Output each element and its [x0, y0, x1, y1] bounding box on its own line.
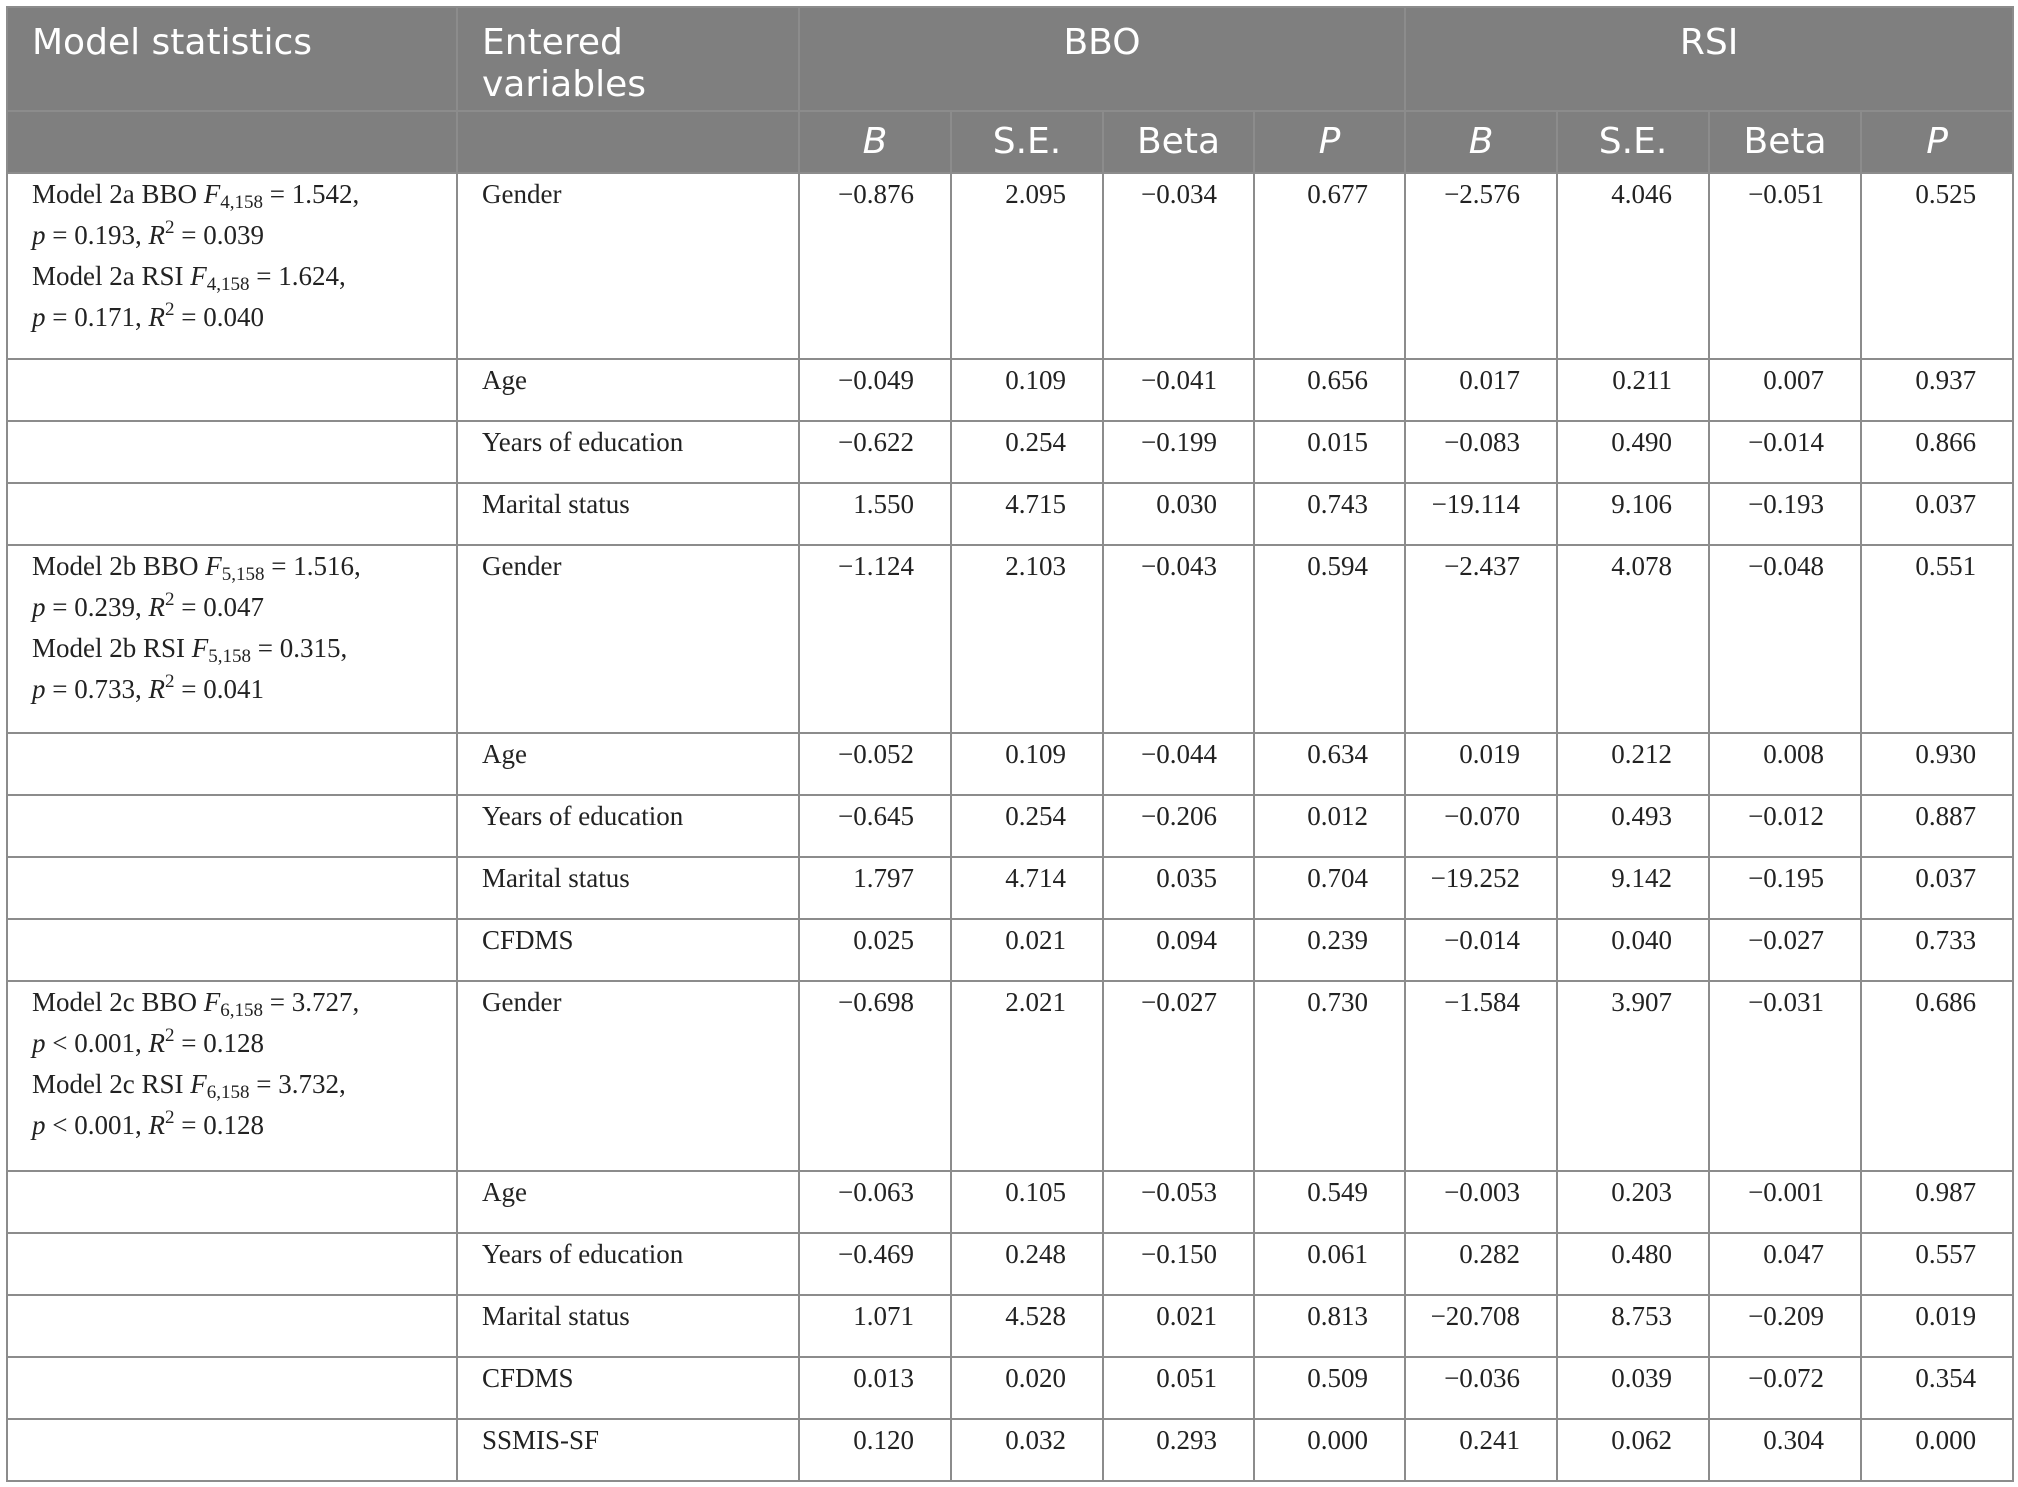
value-cell-bbo-p: 0.549: [1254, 1171, 1405, 1233]
table-row: [7, 1233, 2013, 1295]
stat-rtext: = 0.128: [174, 1028, 264, 1058]
empty-model-cell: [7, 795, 457, 857]
model-stat-line: [32, 628, 444, 669]
value-cell-bbo-p: 0.594: [1254, 545, 1405, 733]
value-cell-rsi-beta: 0.007: [1709, 359, 1861, 421]
value-cell-rsi-p: 0.887: [1861, 795, 2013, 857]
value-cell-bbo-se: 0.109: [951, 359, 1103, 421]
value-cell-rsi-beta: 0.304: [1709, 1419, 1861, 1481]
value-cell-rsi-p: 0.987: [1861, 1171, 2013, 1233]
stat-post: = 1.542,: [263, 179, 360, 209]
stat-df: 6,158: [220, 1000, 263, 1021]
stat-post: = 0.315,: [251, 633, 348, 663]
stat-post: = 3.727,: [263, 987, 360, 1017]
header-rsi-b: B: [1405, 111, 1557, 173]
stat-R: R: [148, 302, 165, 332]
value-cell-bbo-se: 0.021: [951, 919, 1103, 981]
value-cell-rsi-p: 0.037: [1861, 857, 2013, 919]
regression-table: [6, 6, 2014, 1482]
stat-rtext: = 0.039: [174, 220, 264, 250]
value-cell-rsi-p: 0.733: [1861, 919, 2013, 981]
table-row: [7, 795, 2013, 857]
stat-R: R: [148, 674, 165, 704]
stat-sup: 2: [164, 1107, 175, 1128]
empty-model-cell: [7, 919, 457, 981]
value-cell-bbo-se: 2.095: [951, 173, 1103, 359]
value-cell-rsi-b: −1.584: [1405, 981, 1557, 1171]
variable-cell: Marital status: [457, 1295, 799, 1357]
value-cell-rsi-b: −19.252: [1405, 857, 1557, 919]
empty-model-cell: [7, 1171, 457, 1233]
stat-df: 4,158: [206, 274, 250, 295]
value-cell-rsi-p: 0.937: [1861, 359, 2013, 421]
value-cell-rsi-b: 0.019: [1405, 733, 1557, 795]
value-cell-bbo-beta: 0.293: [1103, 1419, 1254, 1481]
table-row: [7, 981, 2013, 1171]
model-stat-line: [32, 1023, 444, 1064]
value-cell-bbo-beta: −0.206: [1103, 795, 1254, 857]
empty-model-cell: [7, 733, 457, 795]
stat-pre: Model 2c BBO: [32, 987, 204, 1017]
header-rsi-p: P: [1861, 111, 2013, 173]
variable-cell: CFDMS: [457, 919, 799, 981]
table-row: [7, 421, 2013, 483]
value-cell-bbo-b: 1.071: [799, 1295, 951, 1357]
value-cell-rsi-b: −0.003: [1405, 1171, 1557, 1233]
value-cell-bbo-beta: 0.035: [1103, 857, 1254, 919]
value-cell-bbo-b: −0.052: [799, 733, 951, 795]
model-stat-line: [32, 174, 444, 215]
stat-pre: Model 2a RSI: [32, 261, 191, 291]
header-group-rsi: RSI: [1405, 7, 2013, 111]
value-cell-bbo-p: 0.730: [1254, 981, 1405, 1171]
value-cell-bbo-b: 1.797: [799, 857, 951, 919]
header-group-bbo: BBO: [799, 7, 1405, 111]
variable-cell: Marital status: [457, 857, 799, 919]
table-row: [7, 173, 2013, 359]
model-stat-line: [32, 546, 444, 587]
table-header: [7, 7, 2013, 173]
value-cell-rsi-b: −2.576: [1405, 173, 1557, 359]
value-cell-bbo-b: −0.622: [799, 421, 951, 483]
value-cell-rsi-se: 0.490: [1557, 421, 1709, 483]
value-cell-bbo-p: 0.677: [1254, 173, 1405, 359]
value-cell-bbo-beta: 0.051: [1103, 1357, 1254, 1419]
stat-ptext: < 0.001,: [45, 1110, 149, 1140]
stat-rtext: = 0.047: [174, 592, 264, 622]
variable-cell: Gender: [457, 545, 799, 733]
value-cell-bbo-beta: −0.044: [1103, 733, 1254, 795]
value-cell-rsi-b: 0.017: [1405, 359, 1557, 421]
empty-model-cell: [7, 857, 457, 919]
stat-pre: Model 2a BBO: [32, 179, 204, 209]
value-cell-bbo-se: 4.715: [951, 483, 1103, 545]
value-cell-bbo-b: 0.120: [799, 1419, 951, 1481]
stat-R: R: [148, 1110, 165, 1140]
stat-R: R: [148, 1028, 165, 1058]
value-cell-rsi-se: 0.203: [1557, 1171, 1709, 1233]
value-cell-rsi-beta: 0.008: [1709, 733, 1861, 795]
value-cell-bbo-se: 0.254: [951, 795, 1103, 857]
value-cell-rsi-se: 0.211: [1557, 359, 1709, 421]
value-cell-rsi-se: 0.480: [1557, 1233, 1709, 1295]
stat-sup: 2: [164, 671, 175, 692]
variable-cell: Marital status: [457, 483, 799, 545]
stat-post: = 1.624,: [249, 261, 346, 291]
value-cell-bbo-beta: −0.150: [1103, 1233, 1254, 1295]
value-cell-bbo-beta: 0.094: [1103, 919, 1254, 981]
header-entered-variables: Entered variables: [457, 7, 799, 111]
empty-model-cell: [7, 421, 457, 483]
value-cell-bbo-p: 0.239: [1254, 919, 1405, 981]
value-cell-bbo-beta: −0.199: [1103, 421, 1254, 483]
value-cell-rsi-se: 3.907: [1557, 981, 1709, 1171]
stat-R: R: [148, 220, 165, 250]
stat-post: = 1.516,: [264, 551, 361, 581]
stat-post: = 3.732,: [249, 1069, 346, 1099]
stat-p: p: [32, 592, 46, 622]
value-cell-rsi-beta: −0.072: [1709, 1357, 1861, 1419]
header-bbo-beta: Beta: [1103, 111, 1254, 173]
value-cell-bbo-b: −0.063: [799, 1171, 951, 1233]
value-cell-bbo-beta: 0.021: [1103, 1295, 1254, 1357]
value-cell-bbo-se: 2.021: [951, 981, 1103, 1171]
value-cell-rsi-beta: −0.051: [1709, 173, 1861, 359]
value-cell-bbo-p: 0.000: [1254, 1419, 1405, 1481]
variable-cell: Years of education: [457, 795, 799, 857]
value-cell-rsi-p: 0.354: [1861, 1357, 2013, 1419]
value-cell-rsi-beta: −0.195: [1709, 857, 1861, 919]
variable-cell: Gender: [457, 981, 799, 1171]
variable-cell: Gender: [457, 173, 799, 359]
stat-df: 5,158: [221, 564, 265, 585]
table-row: [7, 483, 2013, 545]
value-cell-rsi-beta: −0.012: [1709, 795, 1861, 857]
value-cell-rsi-se: 0.212: [1557, 733, 1709, 795]
table-row: [7, 1171, 2013, 1233]
model-stat-line: [32, 215, 444, 256]
stat-R: R: [148, 592, 165, 622]
empty-model-cell: [7, 483, 457, 545]
value-cell-bbo-b: −0.049: [799, 359, 951, 421]
empty-model-cell: [7, 359, 457, 421]
value-cell-rsi-se: 9.142: [1557, 857, 1709, 919]
value-cell-rsi-b: −20.708: [1405, 1295, 1557, 1357]
value-cell-rsi-beta: −0.031: [1709, 981, 1861, 1171]
value-cell-bbo-b: 1.550: [799, 483, 951, 545]
empty-model-cell: [7, 1233, 457, 1295]
header-model-statistics: Model statistics: [7, 7, 457, 111]
value-cell-bbo-beta: −0.027: [1103, 981, 1254, 1171]
stat-sup: 2: [164, 299, 175, 320]
header-empty-variable: [457, 111, 799, 173]
value-cell-bbo-p: 0.061: [1254, 1233, 1405, 1295]
value-cell-rsi-b: −0.070: [1405, 795, 1557, 857]
table-body: [7, 173, 2013, 1481]
value-cell-rsi-se: 9.106: [1557, 483, 1709, 545]
variable-cell: Age: [457, 1171, 799, 1233]
value-cell-bbo-p: 0.015: [1254, 421, 1405, 483]
stat-p: p: [32, 1028, 46, 1058]
value-cell-rsi-beta: −0.193: [1709, 483, 1861, 545]
value-cell-rsi-p: 0.930: [1861, 733, 2013, 795]
stat-p: p: [32, 674, 46, 704]
value-cell-bbo-se: 4.714: [951, 857, 1103, 919]
model-stat-line: [32, 587, 444, 628]
empty-model-cell: [7, 1357, 457, 1419]
value-cell-rsi-se: 8.753: [1557, 1295, 1709, 1357]
value-cell-bbo-beta: −0.053: [1103, 1171, 1254, 1233]
stat-pre: Model 2b BBO: [32, 551, 206, 581]
header-rsi-beta: Beta: [1709, 111, 1861, 173]
value-cell-bbo-p: 0.743: [1254, 483, 1405, 545]
stat-sup: 2: [164, 1025, 175, 1046]
value-cell-bbo-se: 0.020: [951, 1357, 1103, 1419]
value-cell-bbo-p: 0.634: [1254, 733, 1405, 795]
stat-p: p: [32, 302, 46, 332]
value-cell-bbo-p: 0.656: [1254, 359, 1405, 421]
stat-df: 6,158: [206, 1082, 250, 1103]
variable-cell: SSMIS-SF: [457, 1419, 799, 1481]
table-row: [7, 359, 2013, 421]
value-cell-rsi-p: 0.525: [1861, 173, 2013, 359]
value-cell-bbo-beta: 0.030: [1103, 483, 1254, 545]
value-cell-bbo-b: −0.698: [799, 981, 951, 1171]
value-cell-rsi-p: 0.557: [1861, 1233, 2013, 1295]
stat-ptext: = 0.239,: [45, 592, 149, 622]
value-cell-bbo-b: −1.124: [799, 545, 951, 733]
value-cell-rsi-p: 0.551: [1861, 545, 2013, 733]
value-cell-rsi-b: 0.282: [1405, 1233, 1557, 1295]
value-cell-rsi-beta: −0.027: [1709, 919, 1861, 981]
model-stat-line: [32, 1064, 444, 1105]
value-cell-rsi-beta: −0.048: [1709, 545, 1861, 733]
header-rsi-se: S.E.: [1557, 111, 1709, 173]
stat-F: F: [191, 633, 209, 663]
value-cell-bbo-se: 0.254: [951, 421, 1103, 483]
value-cell-rsi-se: 4.078: [1557, 545, 1709, 733]
stat-sup: 2: [164, 589, 175, 610]
table-row: [7, 1295, 2013, 1357]
table-row: [7, 733, 2013, 795]
value-cell-rsi-p: 0.686: [1861, 981, 2013, 1171]
stat-ptext: < 0.001,: [45, 1028, 149, 1058]
variable-cell: CFDMS: [457, 1357, 799, 1419]
value-cell-bbo-se: 4.528: [951, 1295, 1103, 1357]
value-cell-rsi-se: 0.039: [1557, 1357, 1709, 1419]
value-cell-rsi-se: 0.062: [1557, 1419, 1709, 1481]
value-cell-bbo-b: 0.025: [799, 919, 951, 981]
value-cell-rsi-beta: −0.001: [1709, 1171, 1861, 1233]
stat-ptext: = 0.733,: [45, 674, 149, 704]
value-cell-rsi-p: 0.019: [1861, 1295, 2013, 1357]
header-bbo-p: P: [1254, 111, 1405, 173]
model-stat-line: [32, 256, 444, 297]
value-cell-rsi-b: 0.241: [1405, 1419, 1557, 1481]
value-cell-bbo-se: 2.103: [951, 545, 1103, 733]
stat-df: 4,158: [220, 192, 263, 213]
model-statistics-cell: [7, 173, 457, 359]
value-cell-rsi-b: −0.036: [1405, 1357, 1557, 1419]
table-row: [7, 545, 2013, 733]
stat-df: 5,158: [208, 646, 252, 667]
value-cell-rsi-b: −0.083: [1405, 421, 1557, 483]
model-stat-line: [32, 297, 444, 338]
model-stat-line: [32, 982, 444, 1023]
model-stat-line: [32, 1105, 444, 1146]
value-cell-bbo-beta: −0.034: [1103, 173, 1254, 359]
value-cell-bbo-b: −0.469: [799, 1233, 951, 1295]
header-row-columns: [7, 111, 2013, 173]
value-cell-rsi-beta: −0.209: [1709, 1295, 1861, 1357]
stat-pre: Model 2c RSI: [32, 1069, 191, 1099]
variable-cell: Age: [457, 733, 799, 795]
value-cell-bbo-b: −0.645: [799, 795, 951, 857]
stat-rtext: = 0.041: [174, 674, 264, 704]
table-row: [7, 1357, 2013, 1419]
stat-rtext: = 0.040: [174, 302, 264, 332]
value-cell-rsi-se: 0.040: [1557, 919, 1709, 981]
stat-F: F: [203, 179, 221, 209]
empty-model-cell: [7, 1295, 457, 1357]
stat-pre: Model 2b RSI: [32, 633, 192, 663]
value-cell-rsi-b: −2.437: [1405, 545, 1557, 733]
model-statistics-cell: [7, 981, 457, 1171]
header-bbo-se: S.E.: [951, 111, 1103, 173]
value-cell-bbo-p: 0.813: [1254, 1295, 1405, 1357]
header-empty-model: [7, 111, 457, 173]
variable-cell: Age: [457, 359, 799, 421]
model-stat-line: [32, 669, 444, 710]
stat-ptext: = 0.193,: [45, 220, 149, 250]
stat-F: F: [203, 987, 221, 1017]
empty-model-cell: [7, 1419, 457, 1481]
value-cell-bbo-p: 0.012: [1254, 795, 1405, 857]
stat-p: p: [32, 220, 46, 250]
value-cell-rsi-b: −0.014: [1405, 919, 1557, 981]
value-cell-bbo-se: 0.105: [951, 1171, 1103, 1233]
table-row: [7, 919, 2013, 981]
value-cell-bbo-b: 0.013: [799, 1357, 951, 1419]
value-cell-rsi-p: 0.000: [1861, 1419, 2013, 1481]
value-cell-rsi-se: 4.046: [1557, 173, 1709, 359]
value-cell-rsi-beta: 0.047: [1709, 1233, 1861, 1295]
value-cell-rsi-p: 0.037: [1861, 483, 2013, 545]
stat-sup: 2: [164, 217, 175, 238]
value-cell-bbo-beta: −0.043: [1103, 545, 1254, 733]
value-cell-bbo-p: 0.704: [1254, 857, 1405, 919]
stat-F: F: [190, 261, 207, 291]
value-cell-bbo-p: 0.509: [1254, 1357, 1405, 1419]
header-bbo-b: B: [799, 111, 951, 173]
value-cell-bbo-beta: −0.041: [1103, 359, 1254, 421]
stat-rtext: = 0.128: [174, 1110, 264, 1140]
stat-F: F: [190, 1069, 207, 1099]
value-cell-bbo-b: −0.876: [799, 173, 951, 359]
variable-cell: Years of education: [457, 1233, 799, 1295]
value-cell-rsi-p: 0.866: [1861, 421, 2013, 483]
model-statistics-cell: [7, 545, 457, 733]
value-cell-bbo-se: 0.248: [951, 1233, 1103, 1295]
table-row: [7, 1419, 2013, 1481]
variable-cell: Years of education: [457, 421, 799, 483]
value-cell-bbo-se: 0.032: [951, 1419, 1103, 1481]
value-cell-rsi-beta: −0.014: [1709, 421, 1861, 483]
value-cell-rsi-se: 0.493: [1557, 795, 1709, 857]
header-row-groups: [7, 7, 2013, 111]
stat-p: p: [32, 1110, 46, 1140]
table-row: [7, 857, 2013, 919]
value-cell-bbo-se: 0.109: [951, 733, 1103, 795]
stat-ptext: = 0.171,: [45, 302, 149, 332]
stat-F: F: [205, 551, 222, 581]
value-cell-rsi-b: −19.114: [1405, 483, 1557, 545]
